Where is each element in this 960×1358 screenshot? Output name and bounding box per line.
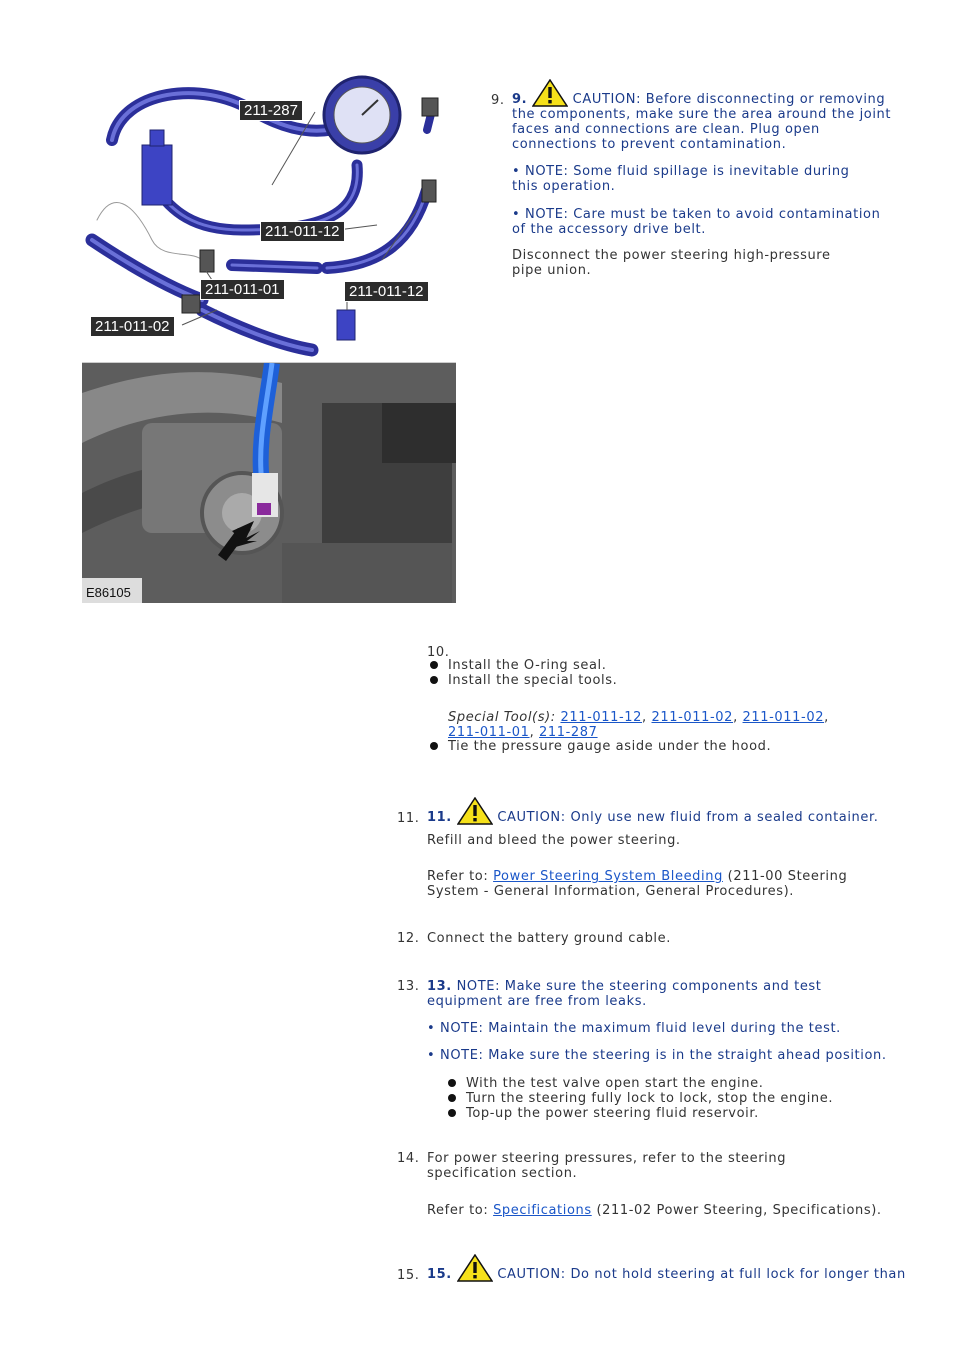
refer-to-label: Refer to: [427,869,489,884]
tool-link-211-011-01[interactable]: 211-011-01 [448,725,530,740]
step-9-number: 9. [491,93,505,108]
figure-label-211-287: 211-287 [239,100,303,121]
step-11-caution [427,797,887,825]
step-13-note-1: • NOTE: Maintain the maximum fluid level during the test. [427,1021,841,1036]
step-10-bullets-2 [430,739,870,754]
step-11-refer [427,869,893,899]
figure-label-211-011-01: 211-011-01 [200,279,285,300]
step-10-bullet-2: Install the special tools. [430,673,870,688]
special-tools-label: Special Tool(s): [448,710,556,725]
step-14-text: For power steering pressures, refer to the steering specification section. [427,1151,787,1181]
step-13-bullet-3: Top-up the power steering fluid reservoir. [448,1106,888,1121]
figure-code: E86105 [86,585,131,600]
step-13-bullet-1: With the test valve open start the engine. [448,1076,888,1091]
step-12-text: Connect the battery ground cable. [427,931,671,946]
step-13-note [427,979,887,1009]
step-9-head: 9. [512,92,528,107]
warning-triangle-icon [457,1254,493,1282]
figure-label-211-011-12-b: 211-011-12 [344,281,429,302]
engine-photo-icon [82,363,456,603]
step-9-caution-text: CAUTION: Before disconnecting or removing the components, make sure the area around the joint faces and connections are clean. Plug open connections to prevent contamination. [512,92,892,152]
warning-triangle-icon [532,79,568,107]
figure-engine-photo [82,362,456,603]
refer-suffix: (211-00 Steering System - General Information, General Procedures). [427,869,848,899]
step-13-note-text: NOTE: Make sure the steering components and test equipment are free from leaks. [427,979,822,1009]
step-9-text: Disconnect the power steering high-pressure pipe union. [512,248,831,278]
refer-suffix: (211-02 Power Steering, Specifications). [596,1203,882,1218]
step-13-number: 13. [397,979,420,994]
step-13-note-2: • NOTE: Make sure the steering is in the straight ahead position. [427,1048,887,1063]
step-10-bullets [430,658,870,688]
tool-link-211-011-02-a[interactable]: 211-011-02 [651,710,734,725]
step-9-note-2: • NOTE: Care must be taken to avoid contamination of the accessory drive belt. [512,207,881,237]
step-15-head: 15. [427,1267,452,1282]
step-10-bullet-3: Tie the pressure gauge aside under the hood. [430,739,870,754]
tool-link-211-287[interactable]: 211-287 [539,725,598,740]
step-10-bullet-1: Install the O-ring seal. [430,658,870,673]
specifications-link[interactable]: Specifications [493,1203,592,1218]
power-steering-bleeding-link[interactable]: Power Steering System Bleeding [493,869,723,884]
step-13-bullet-2: Turn the steering fully lock to lock, stop the engine. [448,1091,888,1106]
step-11-caution-text: CAUTION: Only use new fluid from a sealed container. [497,810,879,825]
step-10-number: 10. [427,645,450,660]
tool-link-211-011-02-b[interactable]: 211-011-02 [742,710,825,725]
step-11-head: 11. [427,810,452,825]
step-15-number: 15. [397,1268,420,1283]
step-15-caution [427,1254,906,1282]
step-15-caution-text: CAUTION: Do not hold steering at full lock for longer than [497,1267,906,1282]
step-12-number: 12. [397,931,420,946]
step-14-number: 14. [397,1151,420,1166]
step-14-refer [427,1203,887,1218]
figure-label-211-011-12-a: 211-011-12 [260,221,345,242]
step-9-caution [512,79,892,152]
step-11-text: Refill and bleed the power steering. [427,833,681,848]
refer-to-label: Refer to: [427,1203,489,1218]
tool-link-211-011-12[interactable]: 211-011-12 [560,710,643,725]
step-11-number: 11. [397,811,420,826]
step-13-head: 13. [427,979,452,994]
step-13-bullets [448,1076,888,1121]
figure-special-tools [82,70,460,360]
figure-label-211-011-02: 211-011-02 [90,316,175,337]
step-10-special-tools: Special Tool(s): 211-011-12, 211-011-02, 211-011-02, 211-011-01, 211-287 [448,710,829,740]
warning-triangle-icon [457,797,493,825]
step-9-note-1: • NOTE: Some fluid spillage is inevitable during this operation. [512,164,850,194]
